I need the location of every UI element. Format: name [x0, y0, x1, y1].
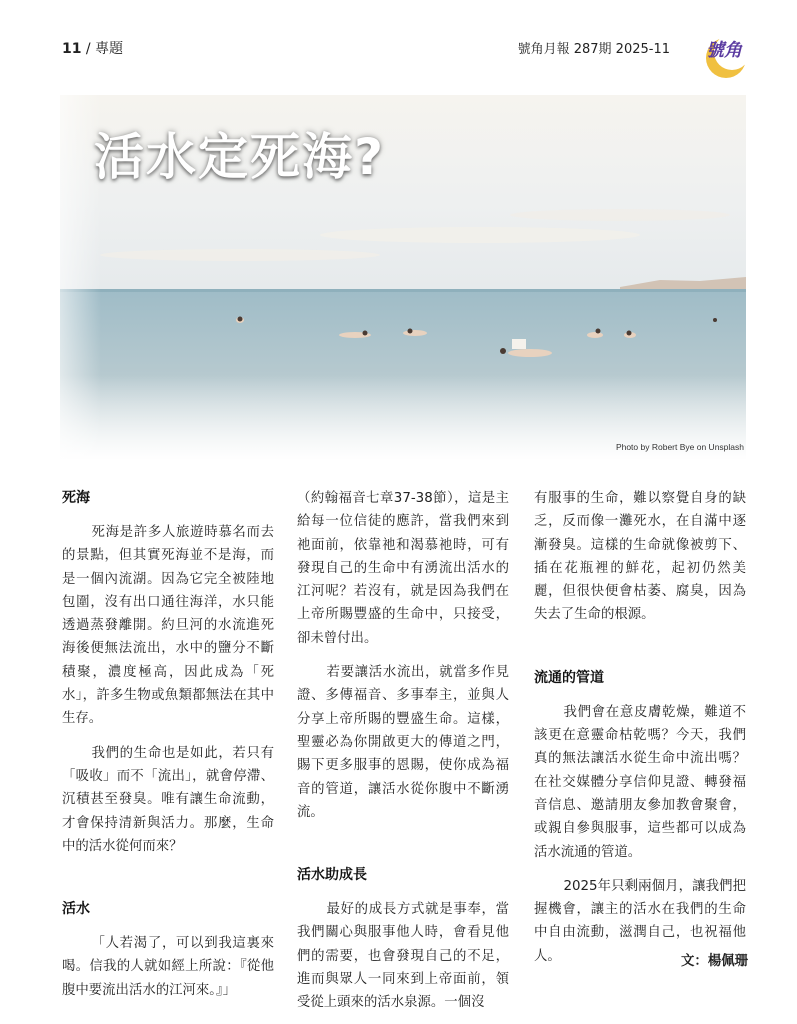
- paragraph-6: 最好的成長方式就是事奉，當我們關心與服事他人時，會看見他們的需要，也會發現自己的不足，進而與眾人一同來到上帝面前，領受從上頭來的活水泉源。一個沒: [297, 902, 509, 1011]
- paragraph-7: 有服事的生命，難以察覺自身的缺乏，反而像一灘死水，在自滿中逐漸發臭。這樣的生命就像被剪下、插在花瓶裡的鮮花，起初仍然美麗，但很快便會枯萎、腐臭，因為失去了生命的根源。: [534, 491, 746, 623]
- hero-image: [60, 95, 746, 460]
- article-title: 活水定死海?: [94, 128, 386, 186]
- heading-dead-sea: 死海: [62, 490, 90, 506]
- page-header: [62, 38, 752, 62]
- paragraph-8: 我們會在意皮膚乾燥，難道不該更在意靈命枯乾嗎？今天，我們真的無法讓活水從生命中流出嗎？在社交媒體分享信仰見證、轉發福音信息、邀請朋友參加教會聚會，或親自參與服事，這些都可以成為活水流通的管道。: [534, 704, 746, 860]
- heading-living-water: 活水: [62, 901, 90, 918]
- paragraph-5: 若要讓活水流出，就當多作見證、多傳福音、多事奉主，並與人分享上帝所賜的豐盛生命。這樣，聖靈必為你開啟更大的傳道之門，賜下更多服事的恩賜，使你成為福音的管道，讓活水從你腹中不斷湧流。: [297, 665, 509, 820]
- magazine-logo-icon: [700, 22, 752, 82]
- paragraph-2: 我們的生命也是如此，若只有「吸收」而不「流出」，就會停滯、沉積甚至發臭。唯有讓生命流動，才會保持清新與活力。那麼，生命中的活水從何而來？: [62, 745, 274, 854]
- paragraph-4: （約翰福音七章37-38節），這是主給每一位信徒的應許，當我們來到祂面前，依靠祂和渴慕祂時，可有發現自己的生命中有湧流出活水的江河呢？若沒有，就是因為我們在上帝所賜豐盛的生命中，只接受，卻未曾付出。: [297, 491, 509, 646]
- heading-growth: 活水助成長: [297, 867, 367, 884]
- photo-credit: Photo by Robert Bye on Unsplash: [615, 442, 744, 452]
- logo-text: 號角: [706, 40, 742, 61]
- column-2: [297, 487, 509, 1015]
- section-label: 專題: [95, 41, 124, 57]
- paragraph-3: 「人若渴了，可以到我這裏來喝。信我的人就如經上所說：『從他腹中要流出活水的江河來。』」: [62, 936, 274, 998]
- page-number-section: 11 / 專題: [62, 41, 124, 57]
- paragraph-9: 2025年只剩兩個月，讓我們把握機會，讓主的活水在我們的生命中自由流動，滋潤自己，也祝福他人。: [534, 878, 746, 964]
- issue-info: 號角月報 287期 2025-11: [517, 42, 670, 57]
- author-byline: 文：楊佩珊: [681, 954, 748, 969]
- column-1: [62, 487, 274, 1002]
- page-number: 11: [62, 41, 82, 57]
- column-3: [534, 487, 746, 968]
- paragraph-1: 死海是許多人旅遊時慕名而去的景點，但其實死海並不是海，而是一個內流湖。因為它完全被陸地包圍，沒有出口通往海洋，水只能透過蒸發離開。約旦河的水流進死海後便無法流出，水中的鹽分不斷積聚，濃度極高，因此成為「死水」，許多生物或魚類都無法在其中生存。: [62, 525, 274, 727]
- heading-channel: 流通的管道: [534, 669, 604, 686]
